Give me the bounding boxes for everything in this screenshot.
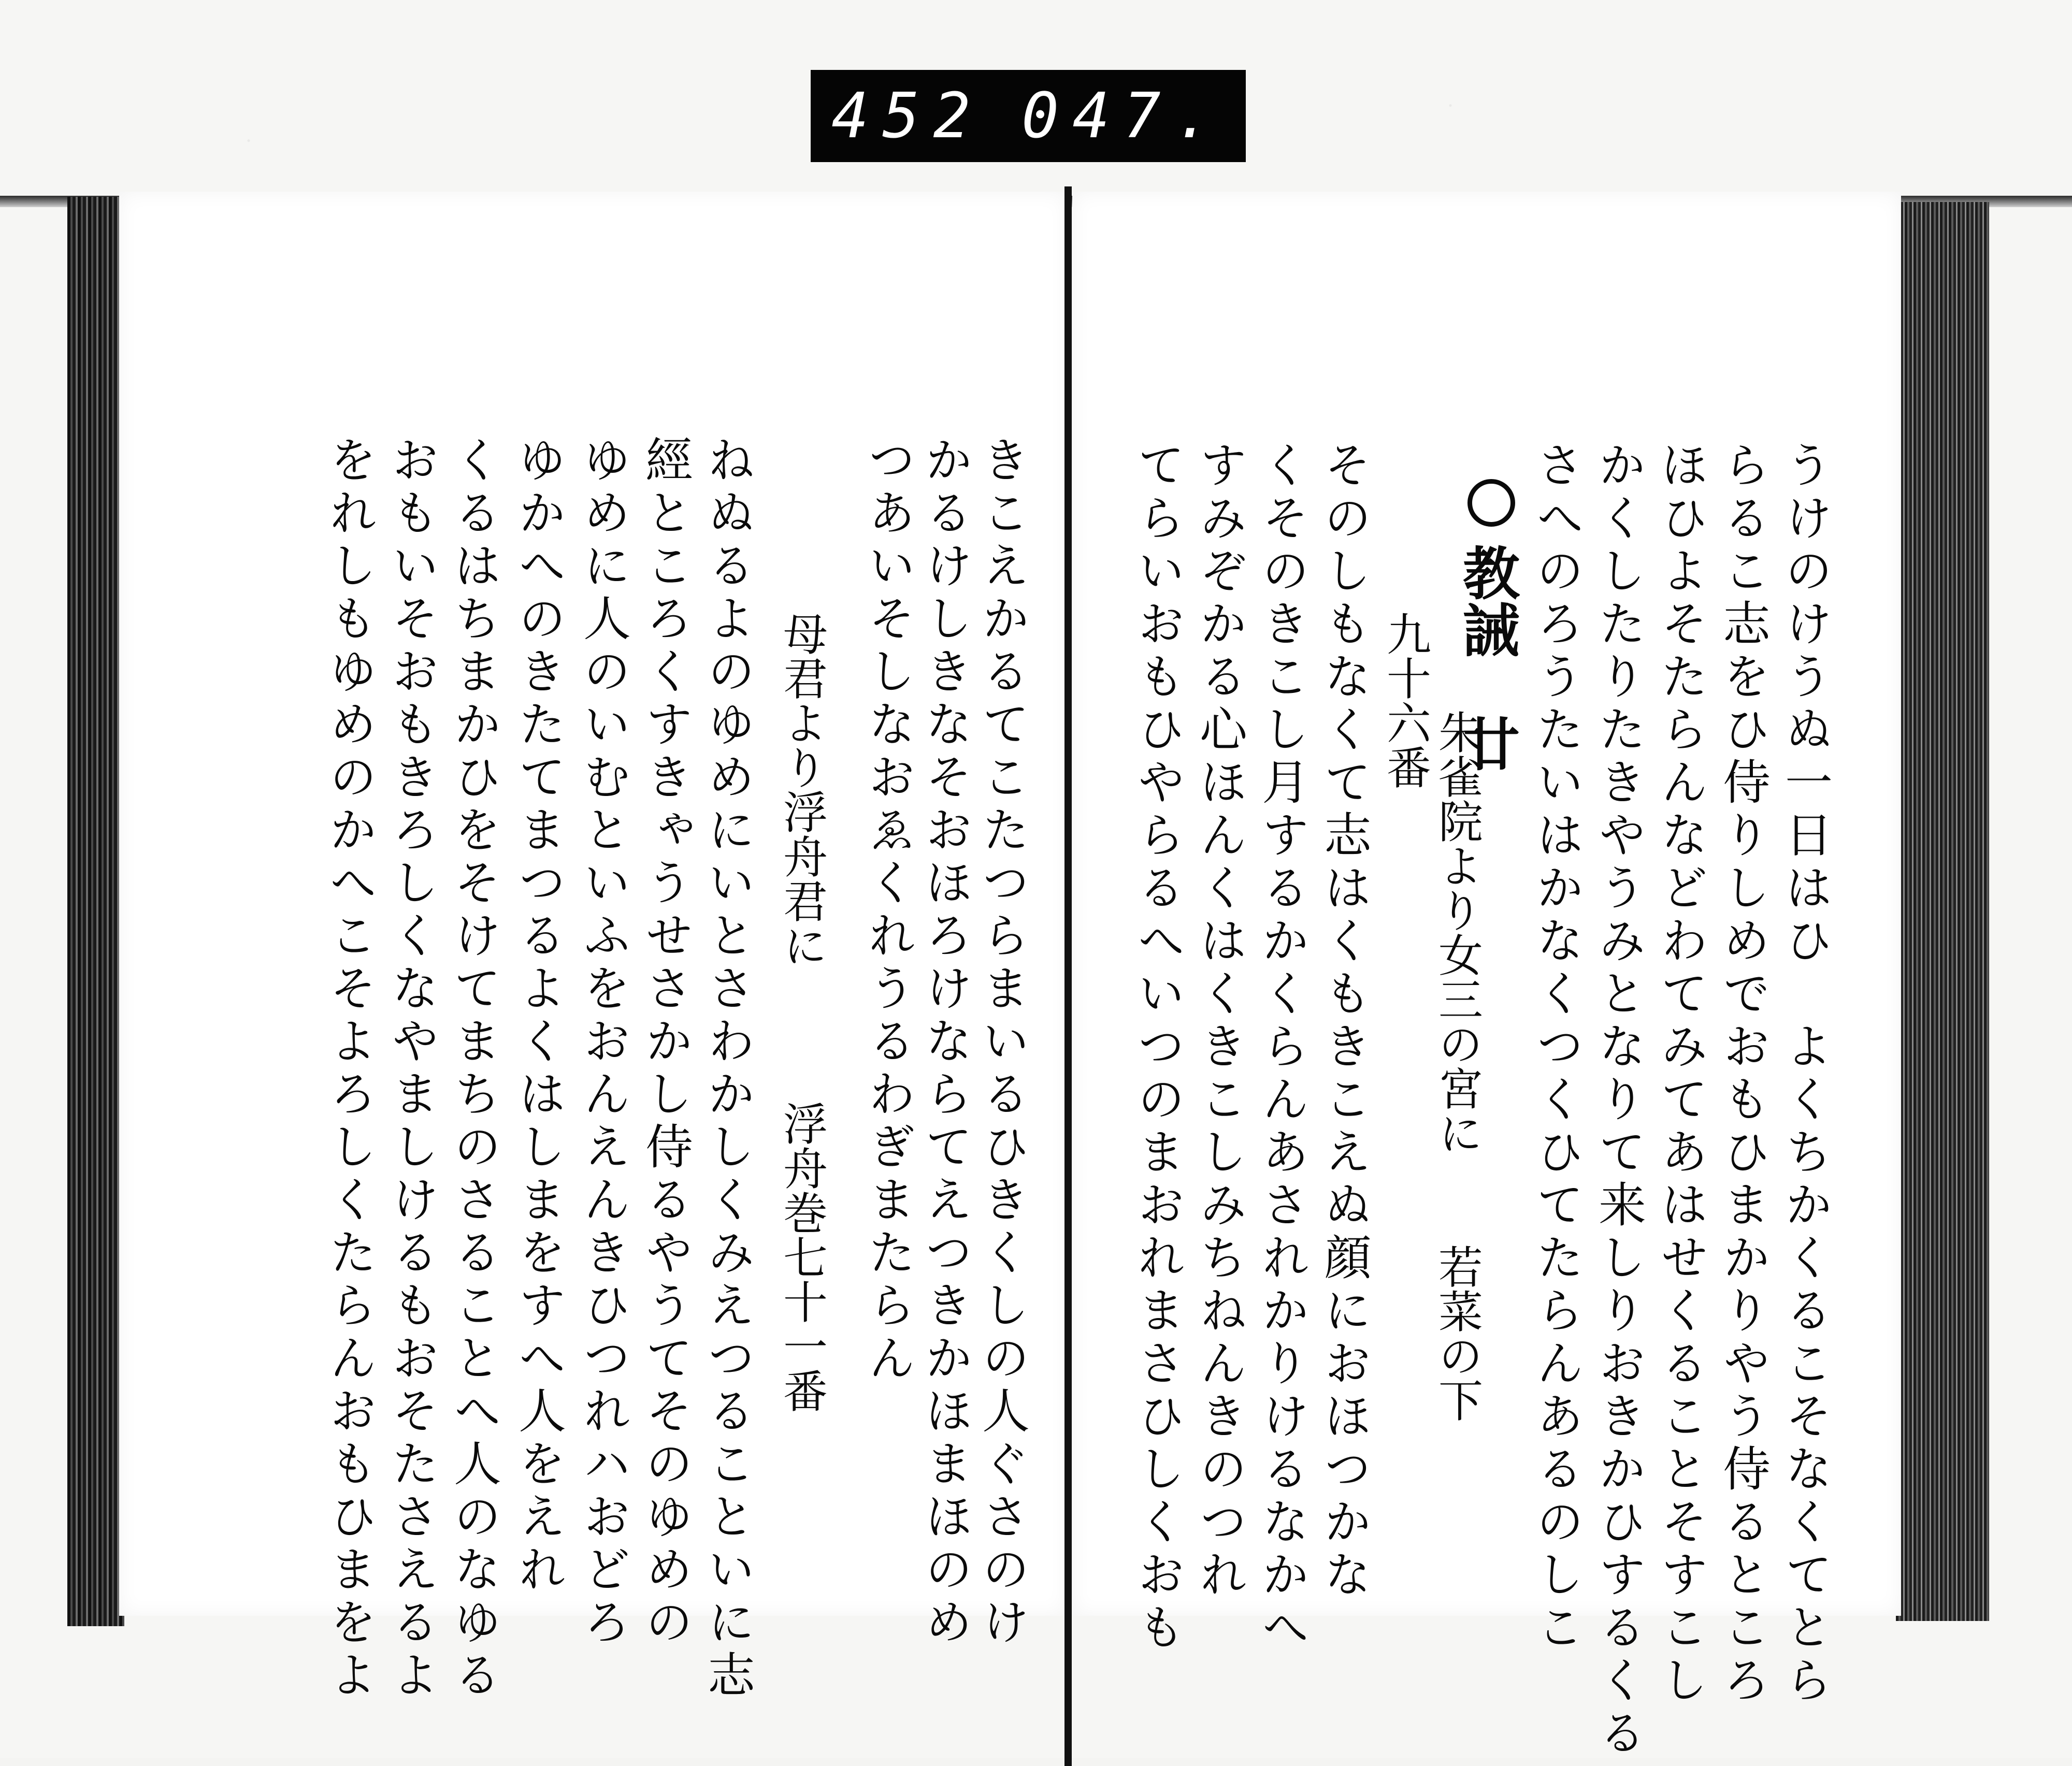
right-column-3: ほひよそたらんなどわてみてあはせくることそすこし (1653, 440, 1708, 1708)
left-body-column-6: おもいそおもきろしくなやましけるもおそたさえるよ (384, 435, 439, 1703)
right-body-column-2: くそのきこし月するかくらんあされかりけるなかへ (1254, 440, 1310, 1655)
book-gutter (1064, 186, 1072, 1766)
right-column-4: かくしたりたきやうみとなりて来しりおきかひするくる (1591, 440, 1646, 1761)
right-sub-column-2: 朱雀院より女三の宮に 若菜の下 (1431, 710, 1483, 1422)
left-body-column-7: をれしもゆめのかへこそよろしくたらんおもひまをよ (322, 435, 377, 1703)
right-body-column-4: てらいおもひやらるへいつのまおれまさひしくおも (1130, 440, 1185, 1655)
frame-number-left: 452 (831, 80, 984, 152)
right-column-2: らるこ志をひ侍りしめでおもひまかりやう侍るところ (1715, 440, 1771, 1708)
right-body-column-1: そのしもなくて志はくもきこえぬ顔におほつかな (1316, 440, 1372, 1602)
frame-number-label (811, 70, 1246, 162)
open-book (67, 192, 1989, 1761)
left-intro-column-2: かるけしきなそおほろけならてえつきかほまほのめ (917, 435, 973, 1650)
left-intro-column-3: つあいそしなおゑくれうるわぎまたらん (860, 435, 916, 1386)
left-body-column-5: くるはちまかひをそけてまちのさることへ人のなゆる (446, 435, 501, 1703)
section-heading: 教誡 廿 (1454, 544, 1520, 772)
right-column-1: うけのけうぬ一日はひ よくちかくるこそなくてとら (1777, 440, 1833, 1708)
right-page (1072, 192, 1901, 1761)
right-sub-column-1: 九十六番 (1379, 611, 1431, 789)
left-body-column-4: ゆかへのきたてまつるよくはしまをすへ人をえれ (511, 435, 566, 1597)
left-body-column-2: 經ところくすきゃうせさかし侍るやうてそのゆめの (638, 435, 693, 1650)
frame-number-right: 047. (1021, 80, 1225, 152)
left-body-column-1: ねぬるよのゆめにいとさわかしくみえつることいに志 (700, 435, 755, 1703)
right-body-column-3: すみぞかる心ほんくはくきこしみちねんきのつれ (1192, 440, 1247, 1602)
page-edges-left (67, 197, 124, 1626)
left-body-column-3: ゆめに人のいむといふをおんえんきひつれハおどろ (575, 435, 631, 1650)
section-circle-mark (1467, 479, 1515, 527)
right-column-5: さへのろうたいはかなくつくひてたらんあるのしこ (1529, 440, 1584, 1655)
left-page (119, 192, 1067, 1703)
page-edges-right (1896, 202, 1989, 1621)
left-heading: 母君より浮舟君に 浮舟巻七十一番 (775, 611, 827, 1413)
left-intro-column-1: きこえかるてこたつらまいるひきくしの人ぐさのけ (974, 435, 1030, 1650)
